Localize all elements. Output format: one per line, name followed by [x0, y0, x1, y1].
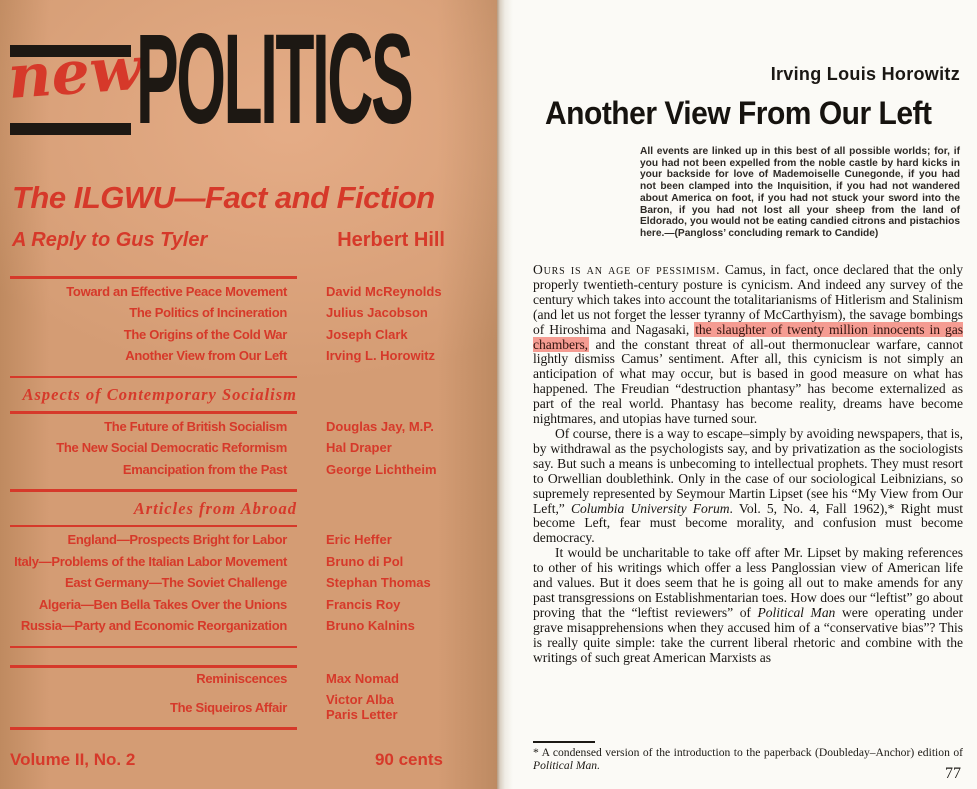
toc-author: Bruno Kalnins — [326, 618, 415, 633]
feature-block — [12, 180, 485, 252]
toc-title: The Siqueiros Affair — [169, 700, 287, 715]
toc-row — [0, 597, 497, 619]
feature-subtitle: A Reply to Gus Tyler — [12, 229, 208, 251]
toc-author: Stephan Thomas — [326, 575, 431, 590]
toc-title: The Politics of Incineration — [129, 305, 287, 320]
page-number: 77 — [945, 765, 961, 782]
toc-title: Algeria—Ben Bella Takes Over the Unions — [38, 596, 287, 612]
toc-title: Italy—Problems of the Italian Labor Movement — [14, 553, 287, 569]
toc-author: George Lichtheim — [326, 461, 437, 477]
toc-group-1 — [0, 279, 497, 376]
toc-row — [0, 532, 497, 554]
toc-row — [0, 692, 497, 723]
toc-section-header: Articles from Abroad — [133, 498, 297, 518]
toc-rule-gap — [0, 648, 497, 665]
footnote — [533, 746, 963, 772]
toc-rule — [10, 489, 297, 492]
toc-row — [0, 284, 497, 306]
paragraph-text: . Vol. 5, No. 4, Fall 1962),* Right must become Left, fear must become morality, and confusion must become democracy. — [533, 500, 963, 546]
toc-author: Douglas Jay, M.P. — [326, 418, 434, 434]
toc-row — [0, 327, 497, 349]
toc-title: The Future of British Socialism — [104, 418, 287, 434]
paragraph — [533, 546, 963, 665]
toc-title: Reminiscences — [196, 670, 287, 686]
toc-author: Hal Draper — [326, 440, 392, 455]
feature-title: The ILGWU—Fact and Fiction — [12, 180, 435, 215]
toc-title: Emancipation from the Past — [122, 461, 287, 477]
price-label: 90 cents — [374, 750, 443, 769]
toc-row — [0, 618, 497, 640]
toc-author: Julius Jacobson — [326, 305, 428, 320]
footnote-rule — [533, 741, 595, 743]
table-of-contents — [0, 276, 497, 730]
paragraph — [533, 263, 963, 427]
italic-citation: Political Man. — [533, 759, 600, 772]
masthead-bar-bottom — [10, 123, 131, 135]
toc-author: Bruno di Pol — [326, 553, 404, 569]
toc-rule — [10, 376, 297, 379]
epigraph-quote: All events are linked up in this best of all possible worlds; for, if you had not been expelled from the noble castle by hard kicks in your backside for love of Mademoiselle Cunegonde, if you had not been clamped into the Inquisition, if you had not wandered about America on foot, if you had not stuck your sword into the Baron, if you had not lost all your sheep from the land of Eldorado, you would not be eating candied citrons and pistachios here.—(Pangloss’ concluding remark to Candide) — [640, 146, 960, 239]
footnote-text: * A condensed version of the introduction to the paperback (Doubleday–Anchor) edition of — [533, 746, 963, 759]
toc-row — [0, 419, 497, 441]
toc-author: Francis Roy — [326, 596, 401, 612]
toc-row — [0, 575, 497, 597]
toc-author-line: Victor Alba — [326, 692, 394, 707]
toc-row — [0, 462, 497, 484]
toc-author: Irving L. Horowitz — [326, 348, 436, 363]
paragraph-text: Camus, in fact, once declared that the only properly twentieth-century posture is cynicism. And indeed any survey of the century which takes into account the totalitarianisms of Hitlerism and Stalinism (and let us not forget the lesser tyranny of McCarthyism), the savage bombings of Hiroshima and Nagasaki, — [533, 263, 963, 337]
masthead-script-word: new — [5, 33, 144, 113]
italic-citation: Political Man — [757, 604, 836, 620]
cover-footer — [10, 750, 443, 770]
toc-row — [0, 671, 497, 693]
smallcaps-lead: Ours is an age of pessimism. — [533, 263, 721, 277]
paragraph-text: Of course, there is a way to escape–simply by avoiding newspapers, that is, by withdrawal as the psychologists say, and by privatization as the sociologists say. But such a means is unbecoming to intellectual prophets. They must resort to Orwellian doublethink. Only in the case of our sociological Leibnizians, so supremely represented by Seymour Martin Lipset (see his “My View from Our Left,” — [533, 425, 963, 516]
toc-row — [0, 305, 497, 327]
toc-author: Joseph Clark — [326, 326, 408, 342]
paragraph — [533, 427, 963, 546]
paragraph-text: It would be uncharitable to take off after Mr. Lipset by making references to other of his writings which offer a less Panglossian view of American life and values. But it does seem that he is going all out to make amends for any past transgressions on Establishmentarian toes. How does our “leftist” go about proving that the “leftist reviewers” of — [533, 545, 963, 620]
italic-citation: Columbia University Forum — [571, 500, 730, 516]
article-title: Another View From Our Left — [545, 96, 932, 132]
toc-author — [326, 693, 398, 722]
toc-row — [0, 348, 497, 370]
toc-author: David McReynolds — [326, 283, 442, 299]
toc-title: Toward an Effective Peace Movement — [66, 283, 287, 299]
toc-title: East Germany—The Soviet Challenge — [64, 575, 287, 590]
toc-row — [0, 554, 497, 576]
feature-author: Herbert Hill — [337, 229, 445, 251]
toc-rule — [10, 727, 297, 730]
masthead — [0, 0, 497, 175]
feature-subline — [12, 229, 485, 252]
paragraph-text: and the constant threat of all-out thermonuclear warfare, cannot lightly dismiss Camus’ sentiment. After all, this cynicism is not simply an anticipation of what may occur, but is based in good measure on what has happened. The Freudian “destruction phantasy” has become externalized as part of the real world. Phantasy has become reality, dreams have become nightmares, and utopias have turned sour. — [533, 336, 963, 427]
toc-author-line: Paris Letter — [326, 706, 398, 722]
toc-group-2 — [0, 414, 497, 490]
toc-group-3 — [0, 527, 497, 646]
toc-title: The Origins of the Cold War — [123, 326, 287, 342]
paragraph-text: were operating under grave misapprehensions when they accused him of a “conservative bias”? This is really quite simple: take the current liberal rhetoric and combine with the writings of such great American Marxists as — [533, 604, 963, 665]
toc-title: Another View from Our Left — [125, 348, 287, 363]
masthead-title: POLITICS — [136, 8, 412, 151]
toc-author: Max Nomad — [326, 670, 399, 686]
toc-author: Eric Heffer — [326, 532, 392, 547]
article-author: Irving Louis Horowitz — [770, 64, 960, 84]
highlighted-text: the slaughter of twenty million innocents in gas chambers, — [533, 321, 963, 352]
toc-row — [0, 440, 497, 462]
volume-label: Volume II, No. 2 — [10, 750, 136, 769]
toc-title: England—Prospects Bright for Labor — [67, 532, 287, 547]
article-body — [533, 263, 963, 665]
article-page — [497, 0, 977, 789]
toc-group-4 — [0, 668, 497, 728]
page-gutter-shadow — [497, 0, 513, 789]
toc-section-header: Aspects of Contemporary Socialism — [22, 385, 297, 404]
toc-title: Russia—Party and Economic Reorganization — [20, 618, 287, 633]
toc-title: The New Social Democratic Reformism — [56, 440, 287, 455]
